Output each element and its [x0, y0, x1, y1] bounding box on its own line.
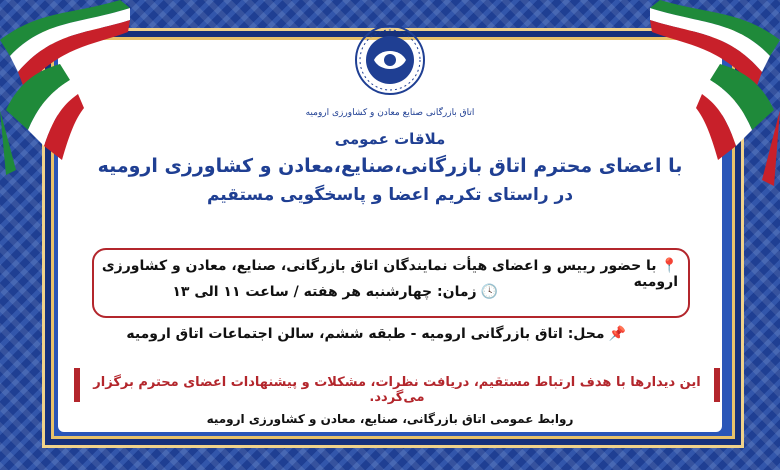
details-box [92, 248, 690, 318]
attendance-text: با حضور رییس و اعضای هیأت نمایندگان اتاق بازرگانی، صنایع، معادن و کشاورزی ارومیه [101, 258, 678, 290]
chamber-logo [340, 14, 440, 108]
poster-title: ملاقات عمومی [334, 130, 446, 148]
iran-flag-ribbon-right-icon [650, 0, 780, 210]
notice-box [74, 368, 720, 405]
time-line [172, 284, 498, 300]
logo-caption: اتاق بازرگانی صنایع معادن و کشاورزی ارومیه [305, 108, 475, 118]
pin-icon: 📍 [660, 258, 678, 274]
clock-icon: 🕓 [480, 284, 498, 300]
footer-signature: روابط عمومی اتاق بازرگانی، صنایع، معادن و کشاورزی ارومیه [206, 412, 574, 426]
time-text: زمان: چهارشنبه هر هفته / ساعت ۱۱ الی ۱۳ [172, 284, 477, 300]
notice-text: این دیدارها با هدف ارتباط مستقیم، دریافت نظرات، مشکلات و پیشنهادات اعضای محترم برگزار می‌گردد. [93, 375, 701, 405]
location-line [120, 326, 626, 342]
location-text: محل: اتاق بازرگانی ارومیه - طبقه ششم، سالن اجتماعات اتاق ارومیه [126, 326, 605, 342]
pushpin-icon: 📌 [608, 326, 626, 342]
poster-subhead: در راستای تکریم اعضا و پاسخگویی مستقیم [206, 185, 574, 205]
poster-headline: با اعضای محترم اتاق بازرگانی،صنایع،معادن و کشاورزی ارومیه [97, 155, 683, 177]
